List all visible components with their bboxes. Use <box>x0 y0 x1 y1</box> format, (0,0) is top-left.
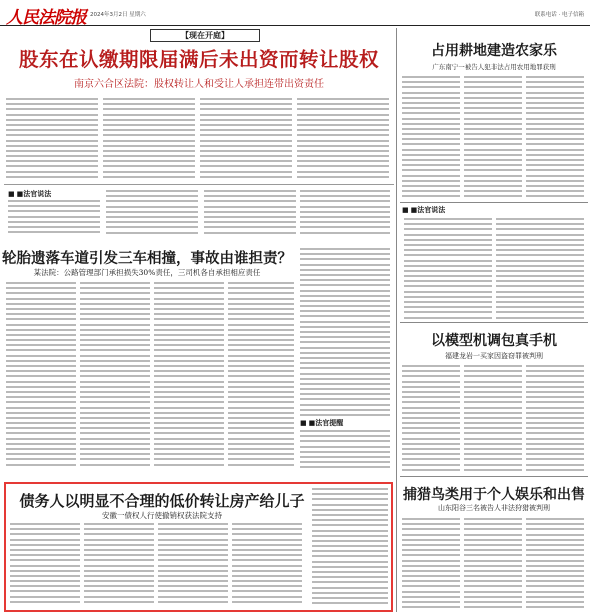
right-law-col-1 <box>404 218 492 322</box>
highlighted-body-col-2 <box>84 523 154 606</box>
tyre-body-col-5 <box>300 248 390 419</box>
column-divider <box>396 28 397 612</box>
right-article-2-subtitle: 福建龙岩一买家因盗窃罪被判刑 <box>445 352 543 360</box>
law-box-col-4 <box>300 190 390 237</box>
highlighted-body-col-4 <box>232 523 302 606</box>
highlighted-body-col-1 <box>10 523 80 606</box>
right-divider-1 <box>400 202 588 203</box>
right-article-1-col-2 <box>464 76 522 201</box>
lead-body-col-4 <box>297 98 389 181</box>
right-article-1-subtitle: 广东南宁一被告人犯非法占用农用地罪获刑 <box>432 63 556 71</box>
tyre-body-col-1 <box>6 282 76 469</box>
right-article-3-col-1 <box>402 518 460 611</box>
tyre-body-col-3 <box>154 282 224 469</box>
right-article-1-col-3 <box>526 76 584 201</box>
issue-date: 2024年3月2日 星期六 <box>90 12 146 18</box>
right-article-2-col-1 <box>402 365 460 474</box>
law-box-col-1 <box>8 200 100 236</box>
lead-body-col-3 <box>200 98 292 181</box>
lead-body-col-2 <box>103 98 195 181</box>
highlighted-body-col-5 <box>312 488 388 607</box>
lead-title: 股东在认缴期限届满后未出资而转让股权 <box>18 48 379 71</box>
right-divider-3 <box>400 476 588 477</box>
right-divider-2 <box>400 322 588 323</box>
tyre-body-col-2 <box>80 282 150 469</box>
right-law-heading: ■ ■法官说法 <box>402 205 445 215</box>
right-article-3-title: 捕猎鸟类用于个人娱乐和出售 <box>403 487 585 503</box>
tyre-article-subtitle: 某法院：公路管理部门承担损失30%责任，三司机各自承担相应责任 <box>33 268 261 277</box>
newspaper-logo: 人民法院报 <box>6 8 86 28</box>
right-law-col-2 <box>496 218 584 322</box>
right-article-1-col-1 <box>402 76 460 201</box>
lead-subtitle: 南京六合区法院：股权转让人和受让人承担连带出资责任 <box>74 79 324 90</box>
tyre-body-col-4 <box>228 282 294 469</box>
masthead <box>0 0 590 26</box>
right-article-3-col-2 <box>464 518 522 611</box>
highlighted-body-col-3 <box>158 523 228 606</box>
law-box-col-3 <box>204 190 296 237</box>
right-article-3-subtitle: 山东阳谷三名被告人非法狩猎被判刑 <box>438 504 550 512</box>
section-banner: 【现在开庭】 <box>150 29 260 42</box>
lead-body-col-1 <box>6 98 98 181</box>
right-article-1-title: 占用耕地建造农家乐 <box>431 43 557 59</box>
right-article-2-col-2 <box>464 365 522 474</box>
highlighted-article-subtitle: 安徽一债权人行使撤销权获法院支持 <box>102 511 222 520</box>
law-reminder-heading: ■ ■法官提醒 <box>300 418 343 428</box>
law-box-col-2 <box>106 190 198 237</box>
right-article-3-col-3 <box>526 518 584 611</box>
contact-line: 联系电话 · 电子信箱 <box>534 12 584 18</box>
tyre-article-title: 轮胎遗落车道引发三车相撞，事故由谁担责？ <box>2 250 292 267</box>
highlighted-article-title: 债务人以明显不合理的低价转让房产给儿子 <box>19 492 305 510</box>
lead-article <box>4 46 394 90</box>
right-article-2-col-3 <box>526 365 584 474</box>
law-commentary-heading: ■ ■法官说法 <box>8 189 51 199</box>
right-article-2-title: 以模型机调包真手机 <box>431 333 557 349</box>
law-reminder-body <box>300 430 390 472</box>
